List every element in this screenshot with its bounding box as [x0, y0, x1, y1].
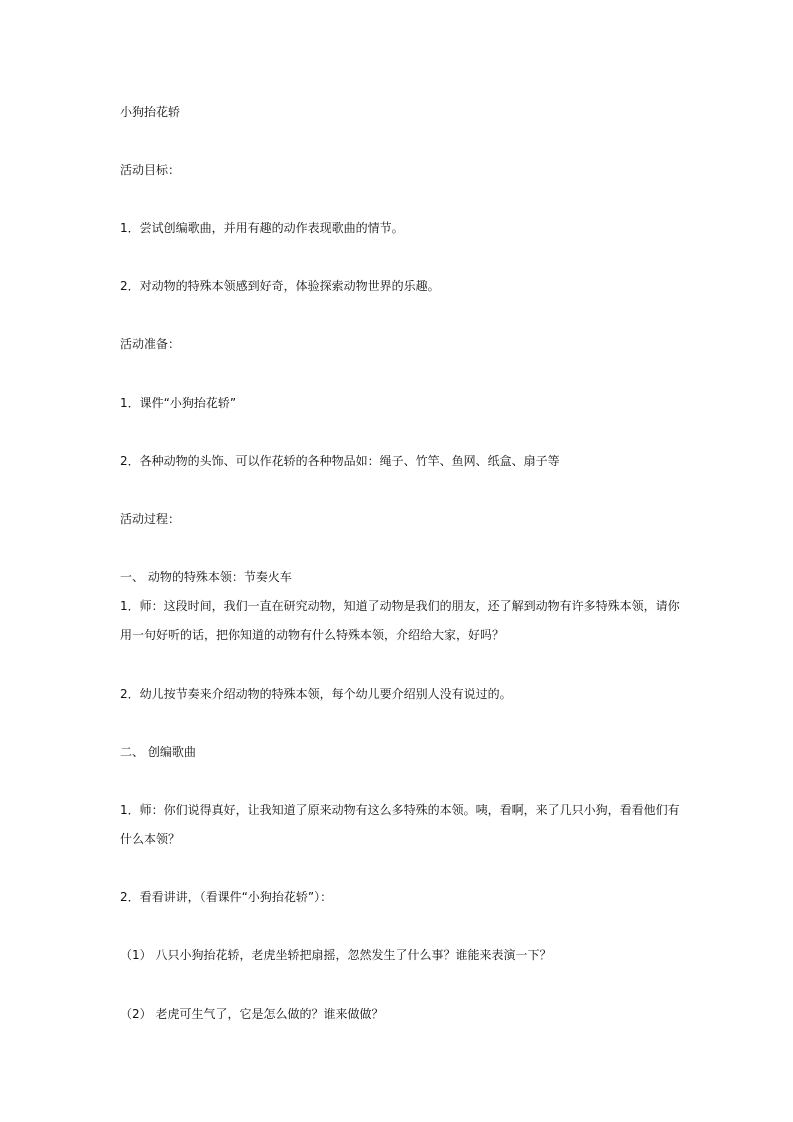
section-2-paragraph-2: 2．看看讲讲，（看课件“小狗抬花轿”）： [120, 890, 333, 904]
heading-process: 活动过程： [120, 512, 181, 526]
section-1-title: 一、 动物的特殊本领：节奏火车 [120, 570, 292, 584]
question-1: （1） 八只小狗抬花轿，老虎坐轿把扇摇，忽然发生了什么事？谁能来表演一下？ [120, 948, 552, 962]
section-2-paragraph-1-line-2: 什么本领？ [120, 832, 181, 846]
section-2-paragraph-1-line-1: 1．师：你们说得真好，让我知道了原来动物有这么多特殊的本领。咦，看啊，来了几只小狗，看看他们有 [120, 803, 680, 817]
section-1-paragraph-2: 2．幼儿按节奏来介绍动物的特殊本领，每个幼儿要介绍别人没有说过的。 [120, 687, 512, 701]
prep-item-2: 2．各种动物的头饰、可以作花轿的各种物品如：绳子、竹竿、鱼网、纸盒、扇子等 [120, 454, 560, 468]
question-2: （2） 老虎可生气了，它是怎么做的？谁来做做？ [120, 1007, 384, 1021]
section-2-title: 二、 创编歌曲 [120, 745, 196, 759]
heading-preparation: 活动准备： [120, 337, 181, 351]
section-1-paragraph-1-line-2: 用一句好听的话，把你知道的动物有什么特殊本领，介绍给大家，好吗？ [120, 628, 505, 642]
document-title: 小狗抬花轿 [120, 105, 181, 119]
heading-goals: 活动目标： [120, 163, 181, 177]
goal-item-1: 1．尝试创编歌曲，并用有趣的动作表现歌曲的情节。 [120, 221, 404, 235]
section-1-paragraph-1-line-1: 1．师：这段时间，我们一直在研究动物，知道了动物是我们的朋友，还了解到动物有许多特殊本领，请你 [120, 599, 680, 613]
goal-item-2: 2．对动物的特殊本领感到好奇，体验探索动物世界的乐趣。 [120, 279, 440, 293]
prep-item-1: 1．课件“小狗抬花轿” [120, 396, 237, 410]
